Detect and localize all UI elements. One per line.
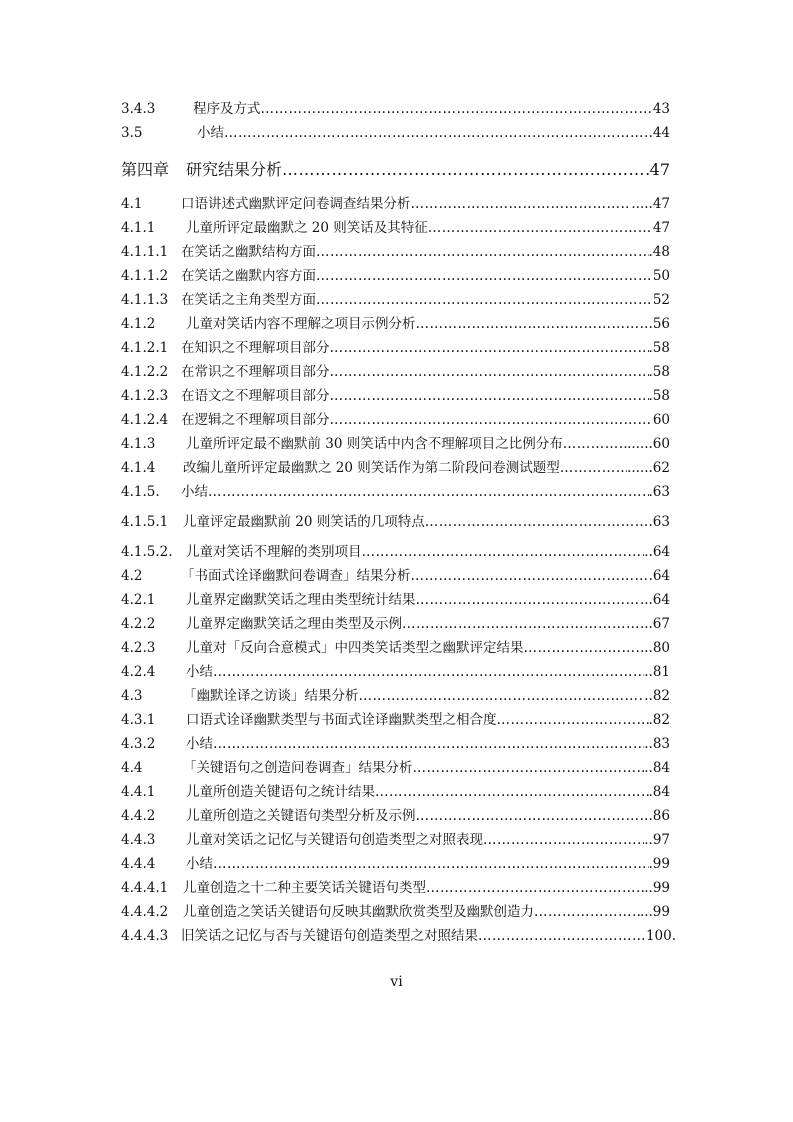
toc-title: 「关键语句之创造问卷调查」结果分析 (183, 760, 413, 776)
toc-title: 「幽默诠译之访谈」结果分析 (183, 688, 359, 704)
toc-entry (0, 541, 793, 563)
toc-leader (416, 313, 653, 335)
toc-leader (497, 709, 649, 731)
toc-leader (224, 122, 653, 144)
toc-title: 在知识之不理解项目部分 (181, 340, 330, 356)
toc-leader (563, 433, 627, 455)
toc-leader (282, 157, 650, 183)
toc-title: 小结 (186, 736, 213, 752)
toc-entry (0, 685, 793, 707)
toc-entry (0, 265, 793, 287)
toc-entry (0, 409, 793, 431)
toc-number: 4.3.1 (121, 712, 156, 728)
toc-number: 4.1.1 (121, 220, 156, 236)
toc-entry (0, 457, 793, 479)
toc-leader (316, 241, 649, 263)
toc-title: 儿童对「反向合意模式」中四类笑话类型之幽默评定结果 (186, 640, 524, 656)
toc-page: 47 (652, 220, 670, 236)
toc-title: 小结 (186, 664, 213, 680)
toc-number: 4.4.3 (121, 832, 156, 848)
toc-page: ...99 (639, 904, 670, 920)
toc-page: ..97 (644, 832, 670, 848)
toc-leader (330, 337, 649, 359)
toc-entry (0, 733, 793, 755)
toc-title: 在逻辑之不理解项目部分 (181, 412, 330, 428)
toc-number: 3.4.3 (121, 101, 156, 117)
toc-entry (0, 829, 793, 851)
toc-entry (0, 337, 793, 359)
toc-title: 程序及方式 (193, 101, 261, 117)
toc-title: 儿童创造之笑话关键语句反映其幽默欣赏类型及幽默创造力 (183, 904, 534, 920)
toc-page: ..82 (644, 688, 670, 704)
toc-title: 儿童界定幽默笑话之理由类型统计结果 (186, 592, 416, 608)
toc-title: 儿童对笑话不理解的类别项目 (186, 544, 362, 560)
toc-title: 儿童界定幽默笑话之理由类型及示例 (186, 616, 402, 632)
toc-leader (375, 781, 649, 803)
toc-number: 4.1.1.1 (121, 244, 169, 260)
toc-number: 4.4.1 (121, 784, 156, 800)
toc-title: 在常识之不理解项目部分 (181, 364, 330, 380)
toc-page: 50 (652, 268, 670, 284)
toc-number: 4.4.4.3 (121, 928, 169, 944)
toc-number: 4.1.2.1 (121, 340, 169, 356)
toc-chapter-entry (0, 157, 793, 183)
toc-leader (330, 409, 653, 431)
toc-leader (534, 901, 640, 923)
toc-page: ..83 (644, 736, 670, 752)
toc-leader (411, 193, 632, 215)
toc-page: .86 (648, 808, 670, 824)
toc-leader (426, 877, 644, 899)
toc-number: 4.1.5.2. (121, 544, 173, 560)
toc-number: 4.3.2 (121, 736, 156, 752)
toc-leader (330, 361, 649, 383)
toc-page: .82 (648, 712, 670, 728)
toc-entry (0, 901, 793, 923)
toc-page: .63 (648, 484, 670, 500)
toc-leader (425, 511, 649, 533)
toc-number: 4.2 (121, 568, 143, 584)
toc-leader (416, 805, 649, 827)
toc-page: 64 (652, 568, 670, 584)
toc-number: 4.4.2 (121, 808, 156, 824)
toc-entry (0, 853, 793, 875)
toc-page: ..64 (644, 544, 670, 560)
toc-entry (0, 385, 793, 407)
toc-page: 43 (652, 101, 670, 117)
toc-page: .84 (648, 784, 670, 800)
toc-leader (416, 589, 640, 611)
toc-title: 口语讲述式幽默评定问卷调查结果分析 (181, 196, 411, 212)
toc-leader (428, 217, 653, 239)
toc-title: 小结 (197, 125, 224, 141)
toc-number: 4.3 (121, 688, 143, 704)
toc-leader (413, 757, 645, 779)
toc-leader (362, 541, 645, 563)
toc-title: 在笑话之幽默内容方面 (181, 268, 316, 284)
toc-number: 3.5 (121, 125, 143, 141)
toc-page: 52 (652, 292, 670, 308)
toc-leader (524, 637, 645, 659)
toc-page: 47 (649, 160, 670, 179)
toc-title: 小结 (186, 856, 213, 872)
toc-entry (0, 241, 793, 263)
toc-number: 4.1.2.3 (121, 388, 169, 404)
toc-entry (0, 805, 793, 827)
toc-entry (0, 289, 793, 311)
toc-number: 4.1.3 (121, 436, 156, 452)
toc-number: 4.2.4 (121, 664, 156, 680)
toc-page: .63 (648, 514, 670, 530)
toc-entry (0, 613, 793, 635)
toc-number: 第四章 (121, 160, 170, 179)
toc-page: ..80 (644, 640, 670, 656)
toc-entry (0, 361, 793, 383)
toc-number: 4.1.4 (121, 460, 156, 476)
toc-leader (560, 457, 627, 479)
toc-leader (213, 733, 644, 755)
toc-entry (0, 781, 793, 803)
toc-title: 儿童所评定最不幽默前 30 则笑话中内含不理解项目之比例分布 (186, 436, 563, 452)
toc-number: 4.1.5.1 (121, 514, 169, 530)
toc-entry (0, 589, 793, 611)
toc-entry (0, 511, 793, 533)
toc-number: 4.4.4.1 (121, 880, 169, 896)
toc-title: 儿童所评定最幽默之 20 则笑话及其特征 (186, 220, 428, 236)
toc-leader (359, 685, 645, 707)
toc-title: 研究结果分析 (186, 160, 283, 179)
toc-number: 4.4.4.2 (121, 904, 169, 920)
toc-page: ..84 (644, 760, 670, 776)
toc-page: ...64 (639, 592, 670, 608)
toc-page: ...67 (639, 616, 670, 632)
toc-entry (0, 193, 793, 215)
toc-leader (316, 289, 653, 311)
toc-leader (213, 853, 649, 875)
toc-number: 4.2.1 (121, 592, 156, 608)
page-number: vi (390, 974, 403, 990)
toc-leader (316, 265, 653, 287)
toc-entry (0, 217, 793, 239)
toc-number: 4.2.3 (121, 640, 156, 656)
toc-page: .48 (648, 244, 670, 260)
toc-leader (213, 661, 644, 683)
toc-entry (0, 433, 793, 455)
toc-title: 口语式诠译幽默类型与书面式诠译幽默类型之相合度 (186, 712, 497, 728)
toc-page: .99 (648, 856, 670, 872)
toc-leader (483, 829, 644, 851)
toc-leader (478, 925, 646, 947)
toc-page: .....47 (631, 196, 670, 212)
toc-title: 在笑话之主角类型方面 (181, 292, 316, 308)
toc-number: 4.1.2.4 (121, 412, 169, 428)
toc-leader (411, 565, 653, 587)
toc-title: 儿童对笑话之记忆与关键语句创造类型之对照表现 (186, 832, 483, 848)
toc-entry (0, 757, 793, 779)
toc-page: ......62 (627, 460, 670, 476)
toc-entry (0, 313, 793, 335)
toc-leader (208, 481, 649, 503)
toc-entry (0, 637, 793, 659)
toc-page: ..99 (644, 880, 670, 896)
toc-entry (0, 877, 793, 899)
toc-entry (0, 122, 793, 144)
toc-page: .58 (648, 340, 670, 356)
toc-title: 儿童评定最幽默前 20 则笑话的几项特点 (183, 514, 425, 530)
toc-number: 4.1.5. (121, 484, 160, 500)
toc-number: 4.1 (121, 196, 143, 212)
toc-number: 4.1.1.3 (121, 292, 169, 308)
toc-page: .58 (648, 388, 670, 404)
toc-number: 4.2.2 (121, 616, 156, 632)
toc-entry (0, 481, 793, 503)
toc-number: 4.1.2.2 (121, 364, 169, 380)
toc-number: 4.1.2 (121, 316, 156, 332)
toc-number: 4.1.1.2 (121, 268, 169, 284)
toc-leader (261, 98, 653, 120)
toc-page: 44 (652, 125, 670, 141)
toc-entry (0, 925, 793, 947)
toc-title: 改编儿童所评定最幽默之 20 则笑话作为第二阶段问卷测试题型 (183, 460, 560, 476)
toc-leader (330, 385, 649, 407)
toc-title: 小结 (181, 484, 208, 500)
toc-page: ......60 (627, 436, 670, 452)
toc-entry (0, 709, 793, 731)
toc-title: 儿童对笑话内容不理解之项目示例分析 (186, 316, 416, 332)
toc-leader (402, 613, 640, 635)
toc-page: .58 (648, 364, 670, 380)
toc-title: 儿童所创造关键语句之统计结果 (186, 784, 375, 800)
toc-title: 在语文之不理解项目部分 (181, 388, 330, 404)
toc-title: 儿童创造之十二种主要笑话关键语句类型 (183, 880, 426, 896)
toc-title: 儿童所创造之关键语句类型分析及示例 (186, 808, 416, 824)
toc-page: 60 (652, 412, 670, 428)
toc-entry (0, 98, 793, 120)
toc-number: 4.4.4 (121, 856, 156, 872)
toc-title: 「书面式诠译幽默问卷调查」结果分析 (181, 568, 411, 584)
toc-title: 旧笑话之记忆与否与关键语句创造类型之对照结果 (181, 928, 478, 944)
toc-title: 在笑话之幽默结构方面 (181, 244, 316, 260)
toc-page: 56 (652, 316, 670, 332)
toc-page: ..81 (644, 664, 670, 680)
toc-entry (0, 661, 793, 683)
toc-number: 4.4 (121, 760, 143, 776)
toc-entry (0, 565, 793, 587)
toc-page: 100. (645, 928, 676, 944)
